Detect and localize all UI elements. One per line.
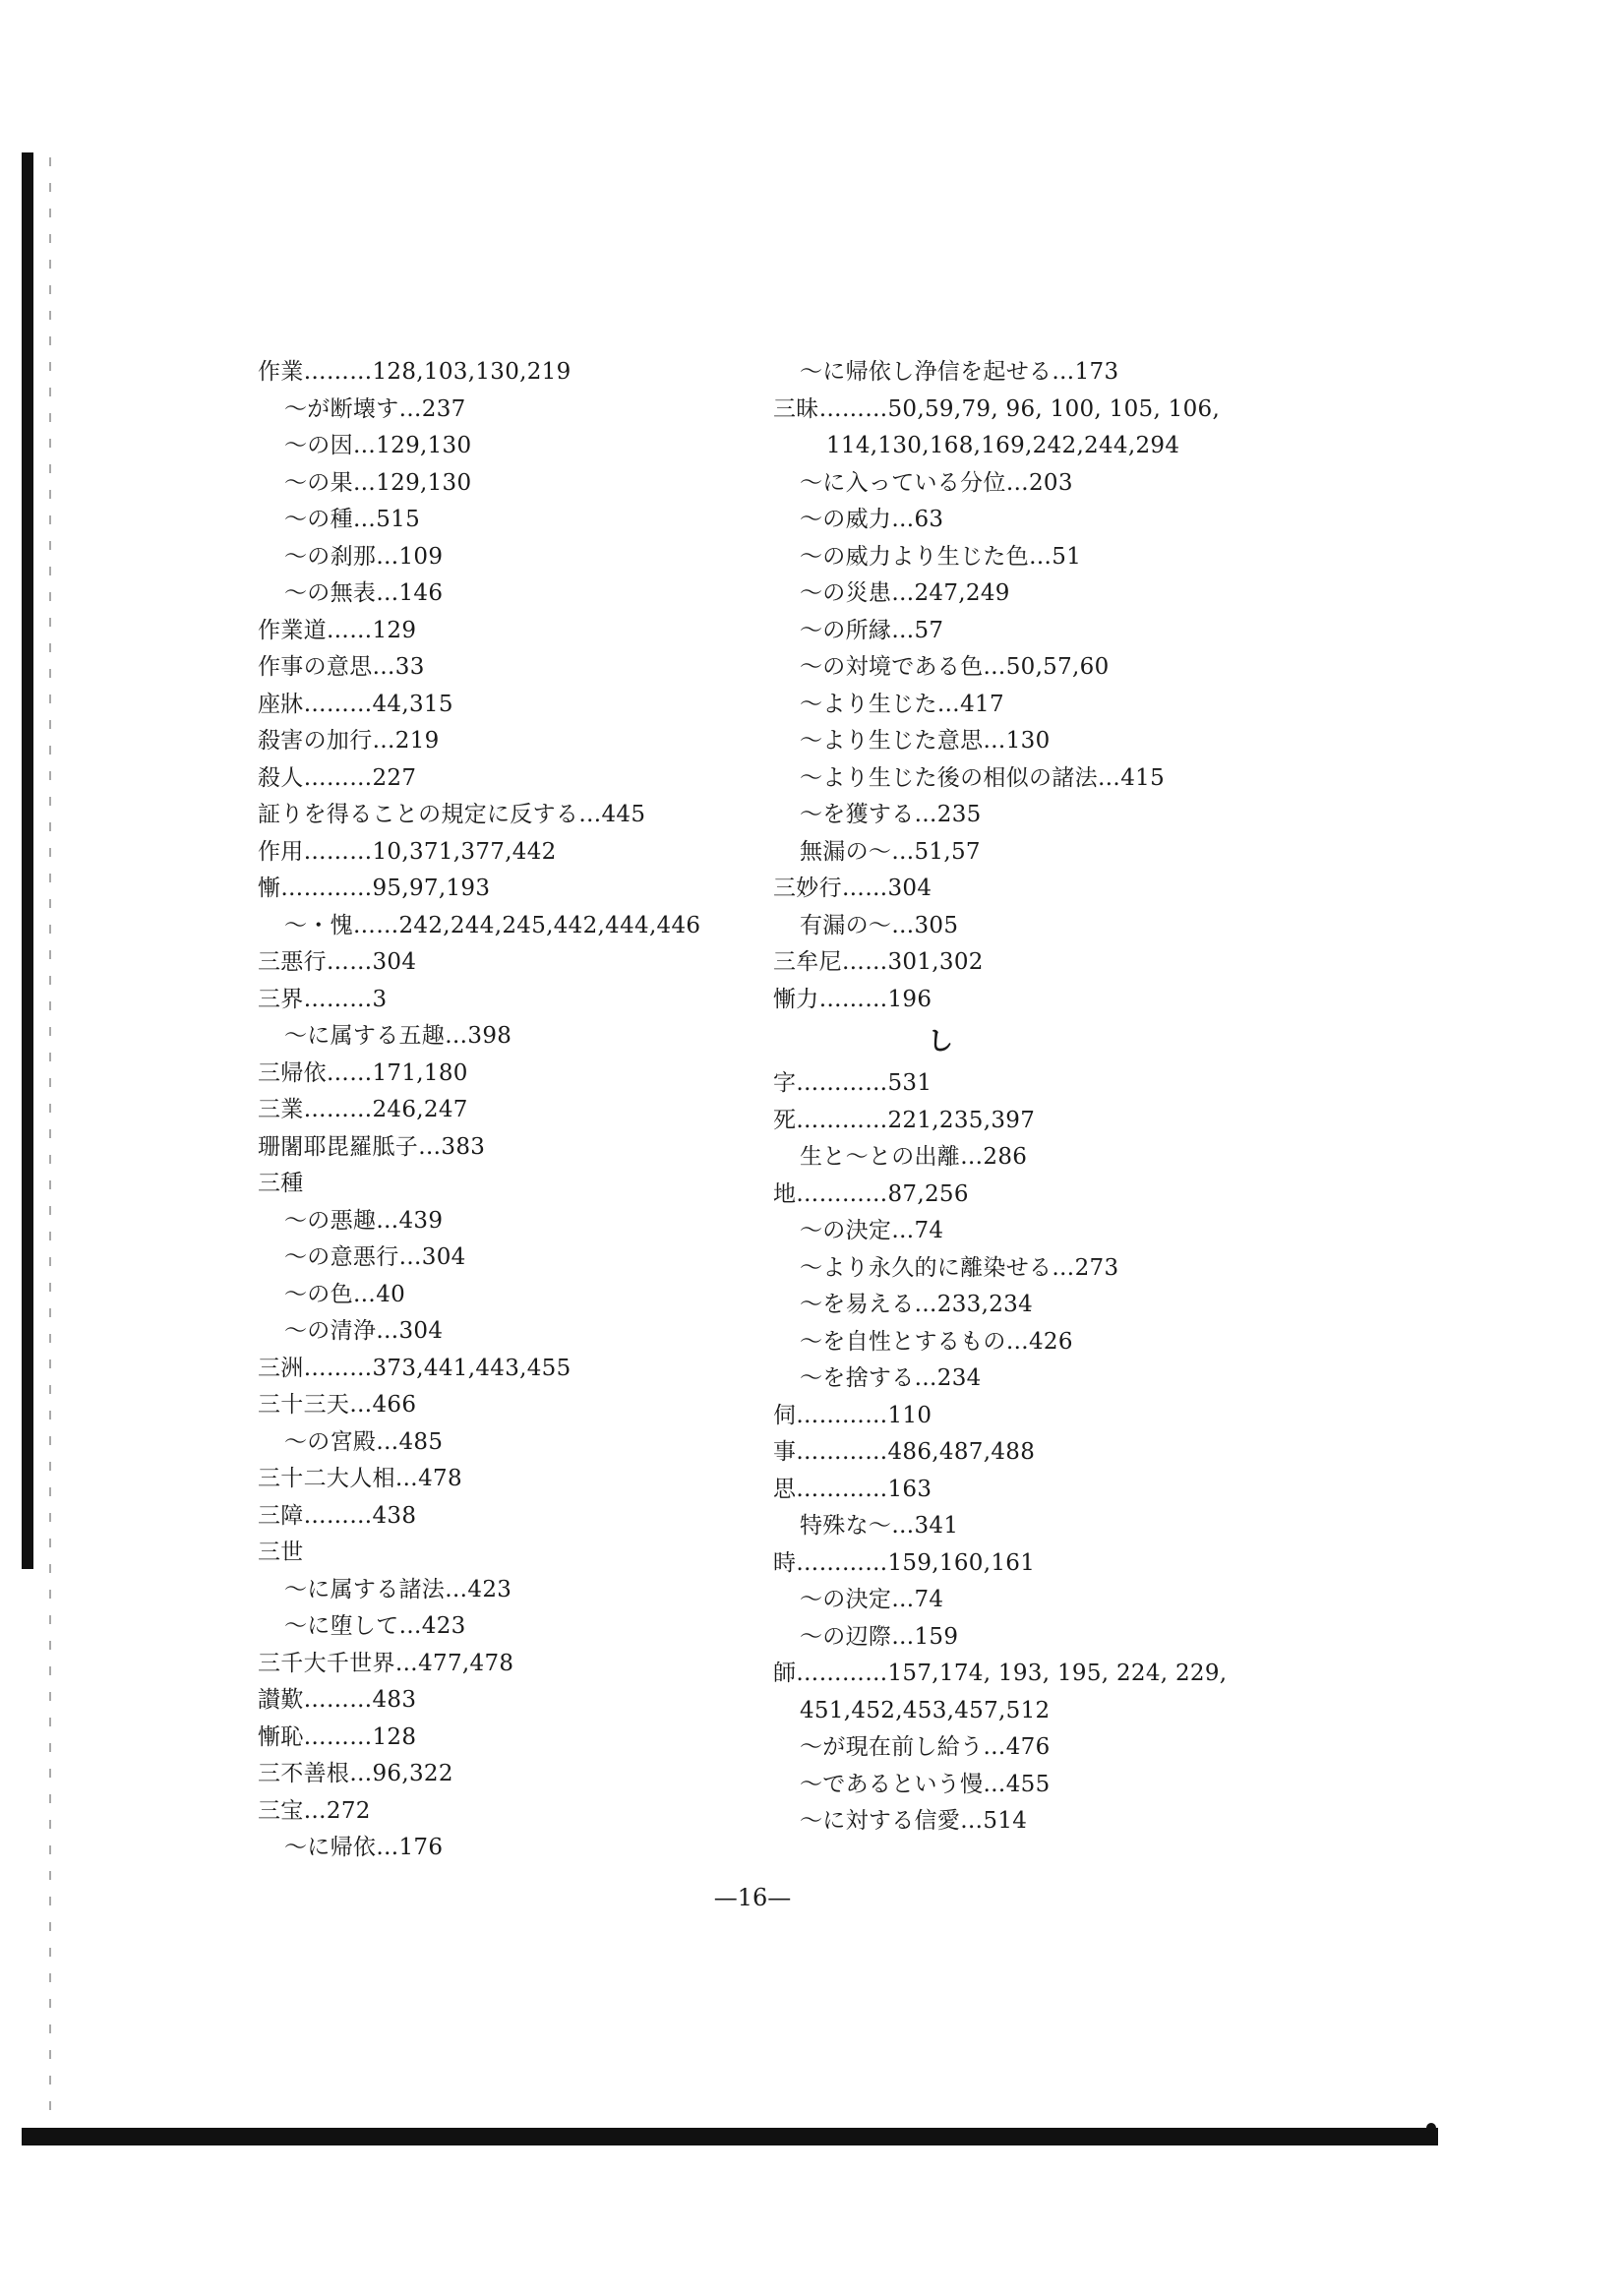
index-subentry: ～に帰依し浄信を起せる…173 <box>800 359 1119 385</box>
index-entry: 殺人………227 <box>258 764 417 791</box>
index-subentry: ～を易える…233,234 <box>800 1292 1034 1317</box>
index-column-right <box>773 354 1363 1841</box>
index-entry: 珊闍耶毘羅胝子…383 <box>258 1133 486 1160</box>
index-subentry: ～の刹那…109 <box>284 543 444 570</box>
index-subentry: ～の決定…74 <box>800 1218 944 1243</box>
index-entry: 三十三天…466 <box>258 1392 417 1418</box>
index-subentry: ～より永久的に離染せる…273 <box>800 1254 1119 1281</box>
index-entry: 死…………221,235,397 <box>773 1107 1036 1133</box>
index-subentry: ～の無表…146 <box>284 580 444 606</box>
index-subentry: ～の清浄…304 <box>284 1318 444 1344</box>
index-subentry: ～であるという慢…455 <box>800 1771 1051 1797</box>
index-subentry: 特殊な～…341 <box>800 1513 959 1539</box>
index-subentry: ～を獲する…235 <box>800 802 982 827</box>
index-entry: 慚…………95,97,193 <box>258 876 491 901</box>
scan-left-border <box>22 152 33 1569</box>
index-entry: 殺害の加行…219 <box>258 728 440 754</box>
index-subentry: ～より生じた意思…130 <box>800 728 1051 754</box>
index-entry: 三障………438 <box>258 1502 417 1529</box>
index-subentry: ～の所縁…57 <box>800 617 944 643</box>
index-entry: 三業………246,247 <box>258 1097 468 1122</box>
index-subentry: ～に入っている分位…203 <box>800 469 1073 496</box>
index-entry: 作業………128,103,130,219 <box>258 359 571 385</box>
index-subentry: ～の宮殿…485 <box>284 1428 444 1455</box>
index-entry: 慚恥………128 <box>258 1723 417 1750</box>
index-subentry: ～の意悪行…304 <box>284 1244 466 1270</box>
index-entry: 三十二大人相…478 <box>258 1466 462 1491</box>
index-subentry: ～を捨する…234 <box>800 1365 982 1391</box>
index-subentry: 451,452,453,457,512 <box>800 1697 1051 1723</box>
scan-left-edge-marks <box>49 157 51 2115</box>
index-entry: 三不善根…96,322 <box>258 1761 453 1786</box>
index-subentry: ～に帰依…176 <box>284 1835 444 1860</box>
index-subentry: ～の果…129,130 <box>284 469 472 496</box>
index-entry: 作用………10,371,377,442 <box>258 838 557 865</box>
index-entry: 三帰依……171,180 <box>258 1059 468 1086</box>
index-entry: 三世 <box>258 1540 304 1565</box>
index-entry: 作事の意思…33 <box>258 654 425 680</box>
index-group-shi <box>773 1065 1363 1841</box>
index-entry: 三種 <box>258 1171 304 1196</box>
section-heading-shi: し <box>927 1027 953 1057</box>
index-subentry: 114,130,168,169,242,244,294 <box>826 433 1180 458</box>
scan-bottom-mark <box>1426 2123 1436 2133</box>
index-subentry: ～の決定…74 <box>800 1587 944 1612</box>
index-subentry: ～に対する信愛…514 <box>800 1808 1028 1834</box>
index-subentry: ～の悪趣…439 <box>284 1207 444 1234</box>
index-entry: 字…………531 <box>773 1070 932 1096</box>
scan-bottom-border <box>22 2128 1438 2145</box>
index-entry: 思…………163 <box>773 1476 932 1502</box>
index-entry: 三洲………373,441,443,455 <box>258 1355 571 1381</box>
index-subentry: ～の威力…63 <box>800 507 944 532</box>
index-subentry: 有漏の～…305 <box>800 912 959 938</box>
index-subentry: ～より生じた…417 <box>800 691 1004 717</box>
index-entry: 三界………3 <box>258 986 388 1012</box>
index-column-left <box>258 354 740 1867</box>
index-entry: 讃歎………483 <box>258 1687 417 1713</box>
page-number: —16— <box>713 1884 792 1911</box>
index-subentry: ～を自性とするもの…426 <box>800 1328 1073 1355</box>
index-entry: 三牟尼……301,302 <box>773 949 984 975</box>
index-entry: 時…………159,160,161 <box>773 1549 1036 1576</box>
index-group-sa-continued <box>773 354 1363 1018</box>
index-subentry: ～の因…129,130 <box>284 433 472 458</box>
index-entry: 三宝…272 <box>258 1797 371 1824</box>
index-subentry: ～より生じた後の相似の諸法…415 <box>800 764 1165 791</box>
index-subentry: ～に堕して…423 <box>284 1613 466 1639</box>
index-subentry: ～に属する諸法…423 <box>284 1576 512 1602</box>
index-entry: 三妙行……304 <box>773 876 932 901</box>
index-entry: 地…………87,256 <box>773 1180 969 1207</box>
index-entry: 証りを得ることの規定に反する…445 <box>258 802 646 827</box>
index-entry: 三昧………50,59,79, 96, 100, 105, 106, <box>773 395 1221 422</box>
index-entry: 伺…………110 <box>773 1402 932 1428</box>
index-entry: 事…………486,487,488 <box>773 1439 1036 1465</box>
index-subentry: ～が断壊す…237 <box>284 395 466 422</box>
index-entry: 作業道……129 <box>258 617 417 643</box>
index-subentry: 生と～との出離…286 <box>800 1144 1028 1170</box>
index-entry: 慚力………196 <box>773 986 932 1012</box>
index-entry: 座牀………44,315 <box>258 691 453 717</box>
index-subentry: ～の対境である色…50,57,60 <box>800 654 1110 680</box>
index-subentry: ～の色…40 <box>284 1281 406 1307</box>
index-entry: 三千大千世界…477,478 <box>258 1650 514 1676</box>
index-subentry: ～の種…515 <box>284 507 420 532</box>
index-entry: 師…………157,174, 193, 195, 224, 229, <box>773 1661 1228 1686</box>
index-subentry: ～・愧……242,244,245,442,444,446 <box>284 912 701 938</box>
index-subentry: ～の辺際…159 <box>800 1623 959 1650</box>
index-subentry: ～が現在前し給う…476 <box>800 1734 1051 1760</box>
index-subentry: 無漏の～…51,57 <box>800 838 981 865</box>
index-subentry: ～に属する五趣…398 <box>284 1023 512 1049</box>
index-entry: 三悪行……304 <box>258 949 417 975</box>
index-subentry: ～の災患…247,249 <box>800 580 1010 606</box>
index-subentry: ～の威力より生じた色…51 <box>800 543 1082 570</box>
